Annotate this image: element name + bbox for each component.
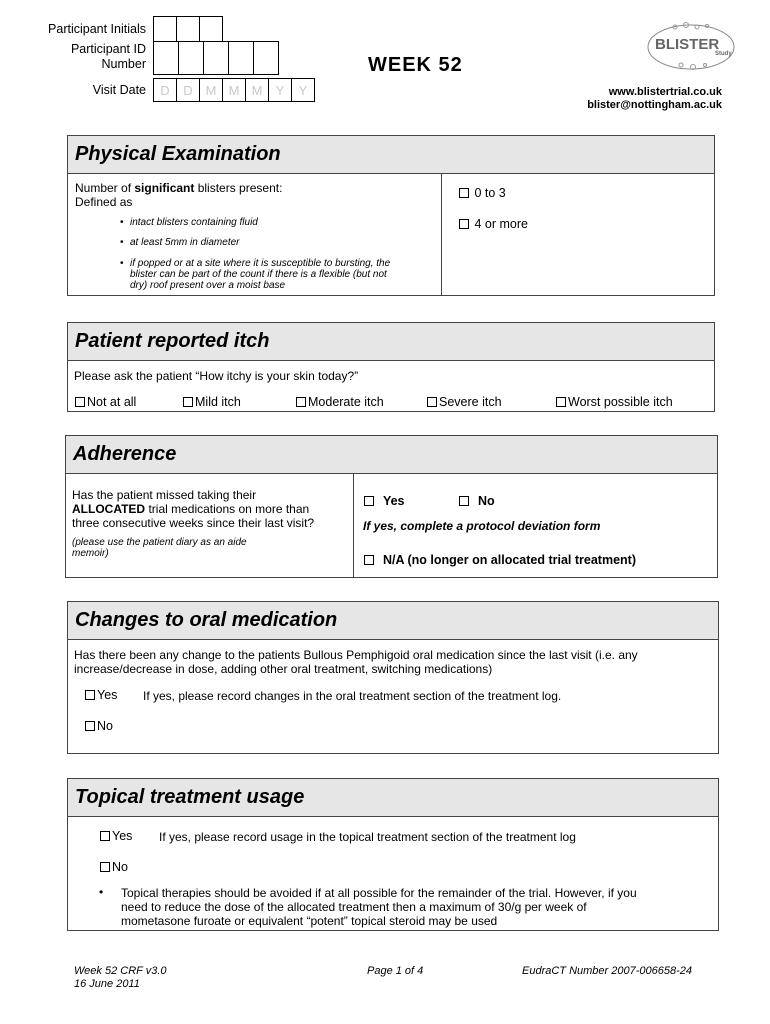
visit-date-cell[interactable]: M: [199, 78, 223, 102]
oral-yes-note: If yes, please record changes in the oral treatment section of the treatment log.: [143, 689, 562, 703]
adherence-na[interactable]: [364, 553, 636, 567]
oral-no[interactable]: [85, 719, 113, 733]
question-bold: ALLOCATED: [72, 502, 146, 516]
participant-id-label: Participant ID: [70, 42, 146, 56]
id-cell[interactable]: [153, 41, 179, 75]
checkbox[interactable]: [75, 397, 85, 407]
adherence-question-line1: Has the patient missed taking their: [72, 488, 257, 502]
checkbox[interactable]: [100, 831, 110, 841]
itch-option-mild[interactable]: [183, 395, 241, 409]
option-label: Yes: [97, 688, 118, 702]
visit-date-label: Visit Date: [92, 83, 146, 97]
blister-logo: [645, 20, 737, 74]
initials-cell[interactable]: [176, 16, 200, 42]
option-label: No: [477, 494, 495, 508]
definition-bullet: if popped or at a site where it is susceptible to bursting, the: [130, 258, 391, 269]
itch-question: Please ask the patient “How itchy is your skin today?”: [74, 369, 359, 383]
itch-section: [67, 322, 715, 412]
topical-guidance-line1: Topical therapies should be avoided if at all possible for the remainder of the trial. However, if you: [121, 886, 637, 900]
option-label: Yes: [382, 494, 405, 508]
option-label: 0 to 3: [474, 186, 506, 200]
checkbox[interactable]: [459, 496, 469, 506]
adherence-yes[interactable]: [364, 494, 405, 508]
visit-date-cell[interactable]: D: [176, 78, 200, 102]
week-title: WEEK 52: [368, 54, 463, 76]
adherence-title: Adherence: [66, 436, 717, 474]
option-label: Yes: [112, 829, 133, 843]
definition-bullet: intact blisters containing fluid: [130, 217, 258, 228]
footer-date: 16 June 2011: [74, 978, 140, 990]
definition-bullet-cont: dry) roof present over a moist base: [130, 280, 286, 291]
footer-eudract-number: EudraCT Number 2007-006658-24: [522, 965, 692, 977]
question-rest: trial medications on more than: [145, 502, 310, 516]
bullet-dot: •: [120, 258, 124, 269]
itch-option-severe[interactable]: [427, 395, 502, 409]
oral-medication-section: [67, 601, 719, 754]
oral-question-line2: increase/decrease in dose, adding other oral treatment, switching medications): [74, 662, 493, 676]
option-label: Moderate itch: [308, 395, 384, 409]
visit-date-cell[interactable]: Y: [291, 78, 315, 102]
definition-bullet-cont: blister can be part of the count if there is a flexible (but not: [130, 269, 387, 280]
checkbox[interactable]: [459, 219, 469, 229]
option-0-to-3[interactable]: [459, 186, 506, 200]
id-cell[interactable]: [228, 41, 254, 75]
divider: [353, 474, 354, 578]
participant-id-boxes[interactable]: [153, 41, 279, 75]
initials-cell[interactable]: [153, 16, 177, 42]
bullet-dot: •: [120, 217, 124, 228]
adherence-note-line2: memoir): [72, 548, 109, 559]
footer-page-number: Page 1 of 4: [367, 965, 424, 977]
bullet-dot: •: [120, 237, 124, 248]
option-label: 4 or more: [474, 217, 528, 231]
defined-as-label: Defined as: [75, 195, 133, 209]
checkbox[interactable]: [364, 496, 374, 506]
topical-guidance-line3: mometasone furoate or equivalent “potent” topical steroid may be used: [121, 914, 498, 928]
option-label: Worst possible itch: [568, 395, 673, 409]
participant-number-label: Number: [101, 57, 146, 71]
option-label: Not at all: [87, 395, 137, 409]
visit-date-cell[interactable]: M: [245, 78, 269, 102]
checkbox[interactable]: [427, 397, 437, 407]
id-cell[interactable]: [178, 41, 204, 75]
topical-treatment-title: Topical treatment usage: [68, 779, 718, 817]
oral-yes[interactable]: [85, 688, 117, 702]
visit-date-boxes[interactable]: [153, 78, 315, 102]
option-4-or-more[interactable]: [459, 217, 528, 231]
visit-date-cell[interactable]: Y: [268, 78, 292, 102]
checkbox[interactable]: [459, 188, 469, 198]
topical-yes-note: If yes, please record usage in the topical treatment section of the treatment log: [159, 830, 576, 844]
checkbox[interactable]: [556, 397, 566, 407]
physical-exam-title: Physical Examination: [68, 136, 714, 174]
adherence-if-yes-note: If yes, complete a protocol deviation form: [363, 519, 601, 533]
id-cell[interactable]: [253, 41, 279, 75]
oral-medication-title: Changes to oral medication: [68, 602, 718, 640]
topical-guidance-line2: need to reduce the dose of the allocated treatment then a maximum of 30/g per week of: [121, 900, 587, 914]
oral-question-line1: Has there been any change to the patients Bullous Pemphigoid oral medication since the last visit (i.e. any: [74, 648, 638, 662]
checkbox[interactable]: [296, 397, 306, 407]
checkbox[interactable]: [100, 862, 110, 872]
website-link[interactable]: www.blistertrial.co.uk: [608, 86, 722, 98]
bullet-dot: •: [99, 885, 104, 899]
participant-initials-boxes[interactable]: [153, 16, 223, 42]
itch-option-moderate[interactable]: [296, 395, 384, 409]
physical-exam-section: [67, 135, 715, 296]
checkbox[interactable]: [183, 397, 193, 407]
option-label: No: [97, 719, 113, 733]
question-prefix: Number of: [75, 181, 135, 195]
adherence-section: [65, 435, 718, 578]
itch-option-not-at-all[interactable]: [75, 395, 136, 409]
option-label: Severe itch: [439, 395, 502, 409]
checkbox[interactable]: [85, 690, 95, 700]
topical-treatment-section: [67, 778, 719, 931]
topical-no[interactable]: [100, 860, 128, 874]
email-link[interactable]: blister@nottingham.ac.uk: [587, 99, 722, 111]
adherence-question-line2: [72, 502, 309, 516]
logo-subtext: Study: [715, 51, 732, 57]
footer-crf-version: Week 52 CRF v3.0: [74, 965, 167, 977]
option-label: Mild itch: [195, 395, 241, 409]
option-label: N/A (no longer on allocated trial treatment): [382, 553, 636, 567]
itch-option-worst[interactable]: [556, 395, 673, 409]
divider: [441, 174, 442, 296]
adherence-no[interactable]: [459, 494, 495, 508]
checkbox[interactable]: [85, 721, 95, 731]
visit-date-cell[interactable]: M: [222, 78, 246, 102]
option-label: No: [112, 860, 128, 874]
definition-bullet: at least 5mm in diameter: [130, 237, 240, 248]
participant-initials-label: Participant Initials: [48, 22, 146, 36]
checkbox[interactable]: [364, 555, 374, 565]
logo-text: BLISTER: [655, 36, 720, 53]
id-cell[interactable]: [203, 41, 229, 75]
blister-count-question: [75, 181, 282, 195]
adherence-note-line1: (please use the patient diary as an aide: [72, 537, 247, 548]
itch-title: Patient reported itch: [68, 323, 714, 361]
topical-yes[interactable]: [100, 829, 132, 843]
question-suffix: blisters present:: [194, 181, 283, 195]
visit-date-cell[interactable]: D: [153, 78, 177, 102]
adherence-question-line3: three consecutive weeks since their last visit?: [72, 516, 315, 530]
question-bold: significant: [134, 181, 195, 195]
initials-cell[interactable]: [199, 16, 223, 42]
